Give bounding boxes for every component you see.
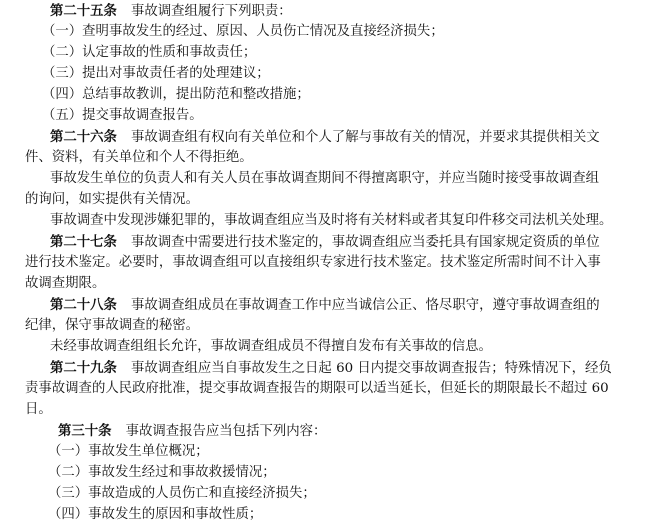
article-27-line: 进行技术鉴定。必要时，事故调查组可以直接组织专家进行技术鉴定。技术鉴定所需时间不计入事: [25, 255, 601, 270]
article-28-heading: 第二十八条: [50, 297, 117, 313]
article-30-item: （二）事故发生经过和事故救援情况；: [48, 465, 276, 480]
article-26-text: 事故调查组有权向有关单位和个人了解与事故有关的情况，并要求其提供相关文: [130, 130, 600, 145]
article-30-intro-line: [58, 421, 652, 441]
article-29-line: 责事故调查的人民政府批准，提交事故调查报告的期限可以适当延长，但延长的期限最长不超过 60: [25, 381, 609, 396]
article-28-line: [50, 295, 652, 315]
article-25-item: （三）提出对事故责任者的处理建议；: [42, 66, 270, 81]
article-29-line: [50, 358, 652, 378]
article-27-line: [50, 232, 652, 252]
article-28-line: 纪律，保守事故调查的秘密。: [25, 318, 200, 333]
article-26-line: 件、资料，有关单位和个人不得拒绝。: [25, 150, 253, 165]
article-26-heading: 第二十六条: [50, 129, 117, 145]
article-27-text: 事故调查中需要进行技术鉴定的，事故调查组应当委托具有国家规定资质的单位: [130, 235, 600, 250]
article-30-item: （一）事故发生单位概况；: [48, 444, 209, 459]
article-28-text: 事故调查组成员在事故调查工作中应当诚信公正、恪尽职守，遵守事故调查组的: [130, 298, 600, 313]
article-30-heading: 第三十条: [58, 423, 112, 439]
article-27-heading: 第二十七条: [50, 234, 117, 250]
article-29-heading: 第二十九条: [50, 360, 117, 376]
article-30-item: （三）事故造成的人员伤亡和直接经济损失；: [48, 486, 316, 501]
article-30-intro: 事故调查报告应当包括下列内容：: [125, 424, 327, 439]
article-25-intro-line: [50, 1, 652, 21]
article-29-line: 日。: [25, 402, 52, 417]
article-29-text: 事故调查组应当自事故发生之日起 60 日内提交事故调查报告；特殊情况下，经负: [130, 361, 612, 376]
article-26-line: 事故发生单位的负责人和有关人员在事故调查期间不得擅离职守，并应当随时接受事故调查组: [50, 171, 600, 186]
article-28-line: 未经事故调查组组长允许，事故调查组成员不得擅自发布有关事故的信息。: [50, 339, 492, 354]
article-25-intro: 事故调查组履行下列职责：: [130, 4, 292, 19]
article-25-item: （二）认定事故的性质和事故责任；: [42, 45, 257, 60]
article-27-line: 故调查期限。: [25, 276, 106, 291]
article-26-line: [50, 127, 652, 147]
article-26-line: 事故调查中发现涉嫌犯罪的，事故调查组应当及时将有关材料或者其复印件移交司法机关处理。: [50, 213, 613, 228]
article-25-item: （一）查明事故发生的经过、原因、人员伤亡情况及直接经济损失；: [42, 24, 444, 39]
article-26-line: 的询问，如实提供有关情况。: [25, 192, 200, 207]
article-25-item: （四）总结事故教训，提出防范和整改措施；: [42, 87, 310, 102]
article-30-item: （四）事故发生的原因和事故性质；: [48, 507, 263, 522]
article-25-heading: 第二十五条: [50, 3, 117, 19]
article-25-item: （五）提交事故调查报告。: [42, 108, 203, 123]
